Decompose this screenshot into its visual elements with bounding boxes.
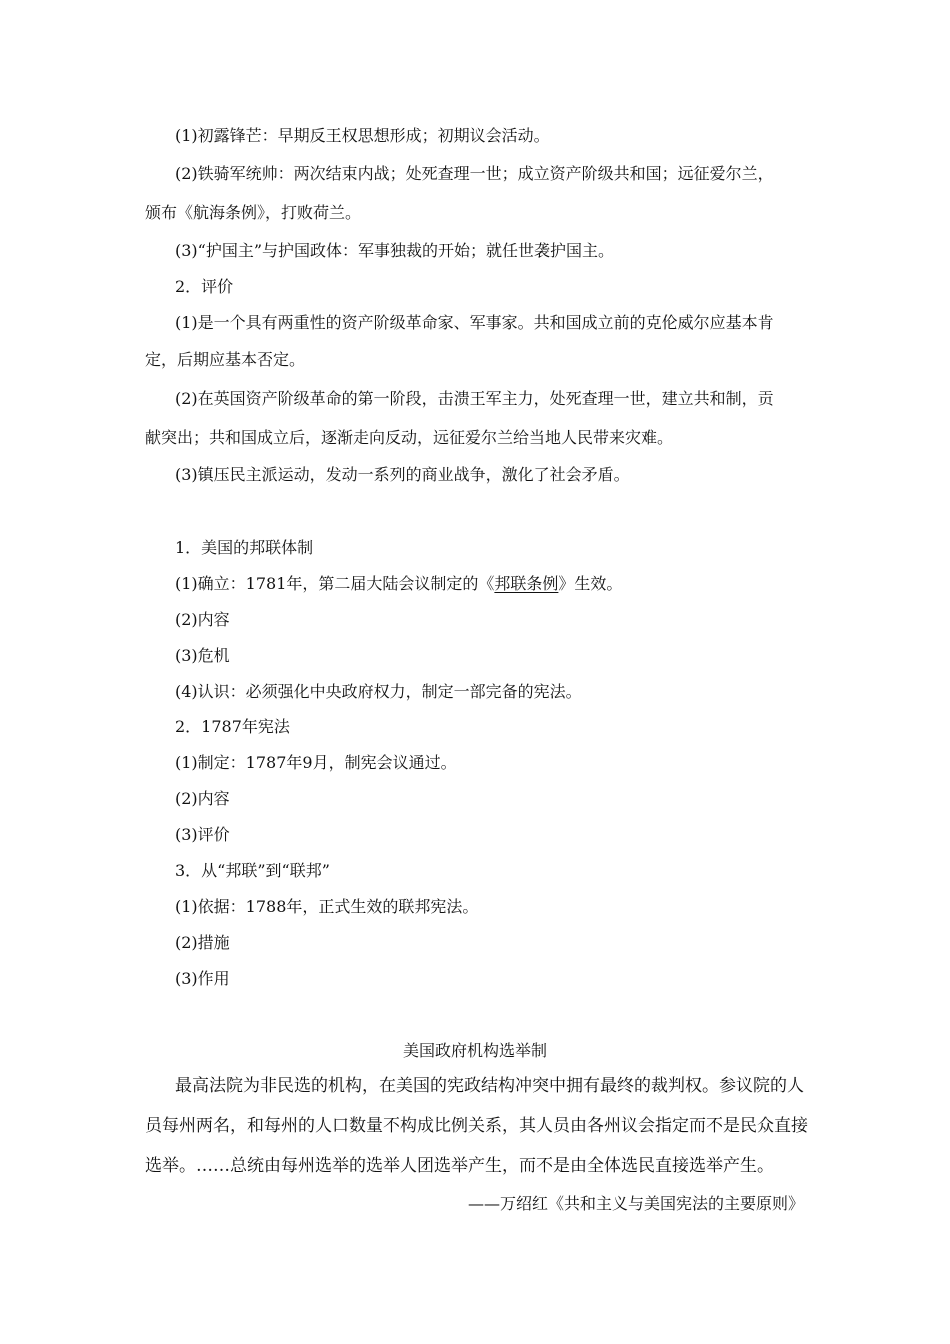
federation-item-1: (1)依据：1788年，正式生效的联邦宪法。 <box>175 897 479 916</box>
evaluation-2-line1: (2)在英国资产阶级革命的第一阶段，击溃王军主力，处死查理一世，建立共和制，贡 <box>175 389 774 408</box>
reading-title: 美国政府机构选举制 <box>402 1041 547 1060</box>
articles-of-confederation-term: 邦联条例 <box>494 574 559 593</box>
reading-paragraph-line1: 最高法院为非民选的机构，在美国的宪政结构冲突中拥有最终的裁判权。参议院的人 <box>175 1076 804 1096</box>
achievement-2-line2: 颁布《航海条例》，打败荷兰。 <box>145 203 362 222</box>
achievement-2-line1: (2)铁骑军统帅：两次结束内战；处死查理一世；成立资产阶级共和国；远征爱尔兰， <box>175 164 774 183</box>
evaluation-1-line1: (1)是一个具有两重性的资产阶级革命家、军事家。共和国成立前的克伦威尔应基本肯 <box>175 313 774 332</box>
federation-item-2: (2)措施 <box>175 933 230 952</box>
reading-paragraph-line3: 选举。……总统由每州选举的选举人团选举产生，而不是由全体选民直接选举产生。 <box>145 1156 774 1176</box>
confederation-item-1 <box>175 576 622 592</box>
confederation-item-4: (4)认识：必须强化中央政府权力，制定一部完备的宪法。 <box>175 682 582 701</box>
evaluation-3: (3)镇压民主派运动，发动一系列的商业战争，激化了社会矛盾。 <box>175 465 630 484</box>
constitution-heading: 2．1787年宪法 <box>175 717 290 736</box>
confederation-item-1-pre: (1)确立：1781年，第二届大陆会议制定的《 <box>175 574 495 593</box>
constitution-item-1: (1)制定：1787年9月，制宪会议通过。 <box>175 753 457 772</box>
federation-item-3: (3)作用 <box>175 969 230 988</box>
confederation-item-1-post: 》生效。 <box>558 574 623 593</box>
constitution-item-2: (2)内容 <box>175 789 230 808</box>
federation-heading: 3．从“邦联”到“联邦” <box>175 861 330 880</box>
confederation-item-3: (3)危机 <box>175 646 230 665</box>
constitution-item-3: (3)评价 <box>175 825 230 844</box>
evaluation-1-line2: 定，后期应基本否定。 <box>145 350 306 369</box>
confederation-item-2: (2)内容 <box>175 610 230 629</box>
achievement-1: (1)初露锋芒：早期反王权思想形成；初期议会活动。 <box>175 126 550 145</box>
confederation-heading: 1．美国的邦联体制 <box>175 538 314 557</box>
evaluation-heading: 2．评价 <box>175 277 234 296</box>
reading-source: ——万绍红《共和主义与美国宪法的主要原则》 <box>467 1194 804 1213</box>
reading-paragraph-line2: 员每州两名，和每州的人口数量不构成比例关系，其人员由各州议会指定而不是民众直接 <box>145 1116 808 1136</box>
achievement-3: (3)“护国主”与护国政体：军事独裁的开始；就任世袭护国主。 <box>175 241 615 260</box>
evaluation-2-line2: 献突出；共和国成立后，逐渐走向反动，远征爱尔兰给当地人民带来灾难。 <box>145 428 674 447</box>
